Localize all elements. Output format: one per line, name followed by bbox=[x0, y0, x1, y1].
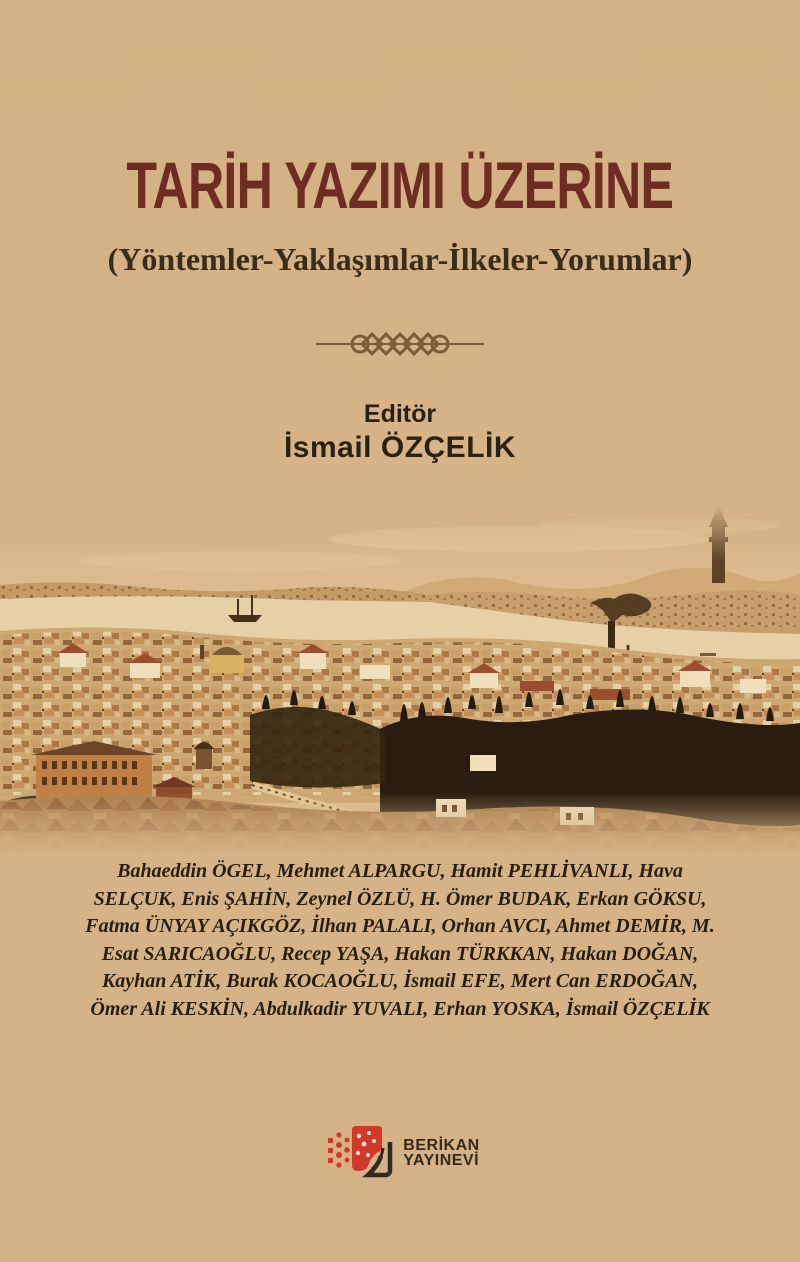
author-line: SELÇUK, Enis ŞAHİN, Zeynel ÖZLÜ, H. Ömer BUDAK, Erkan GÖKSU, bbox=[93, 887, 707, 910]
publisher-name bbox=[403, 1138, 479, 1168]
editor-label: Editör bbox=[363, 400, 437, 428]
publisher-name-line2: YAYINEVİ bbox=[403, 1152, 480, 1169]
divider-row bbox=[0, 330, 800, 358]
book-title: TARİH YAZIMI ÜZERİNE bbox=[126, 148, 674, 222]
author-line: Bahaeddin ÖGEL, Mehmet ALPARGU, Hamit PEHLİVANLI, Hava bbox=[117, 860, 683, 882]
author-line: Ömer Ali KESKİN, Abdulkadir YUVALI, Erhan YOSKA, İsmail ÖZÇELİK bbox=[90, 997, 710, 1020]
publisher-logo bbox=[4, 1124, 800, 1182]
title-row bbox=[0, 146, 800, 224]
editor-name: İsmail ÖZÇELİK bbox=[283, 431, 517, 464]
divider-ornament-icon bbox=[314, 330, 486, 358]
authors-list bbox=[76, 858, 724, 1023]
istanbul-panorama-painting bbox=[0, 503, 800, 855]
author-line: Kayhan ATİK, Burak KOCAOĞLU, İsmail EFE, Mert Can ERDOĞAN, bbox=[101, 970, 699, 992]
publisher-logo-icon bbox=[328, 1124, 394, 1182]
book-subtitle: (Yöntemler-Yaklaşımlar-İlkeler-Yorumlar) bbox=[107, 241, 693, 277]
author-line: Fatma ÜNYAY AÇIKGÖZ, İlhan PALALI, Orhan AVCI, Ahmet DEMİR, M. bbox=[85, 915, 715, 937]
author-line: Esat SARICAOĞLU, Recep YAŞA, Hakan TÜRKKAN, Hakan DOĞAN, bbox=[101, 942, 699, 965]
publisher-name-line1: BERİKAN bbox=[403, 1137, 480, 1154]
turret bbox=[194, 742, 214, 769]
